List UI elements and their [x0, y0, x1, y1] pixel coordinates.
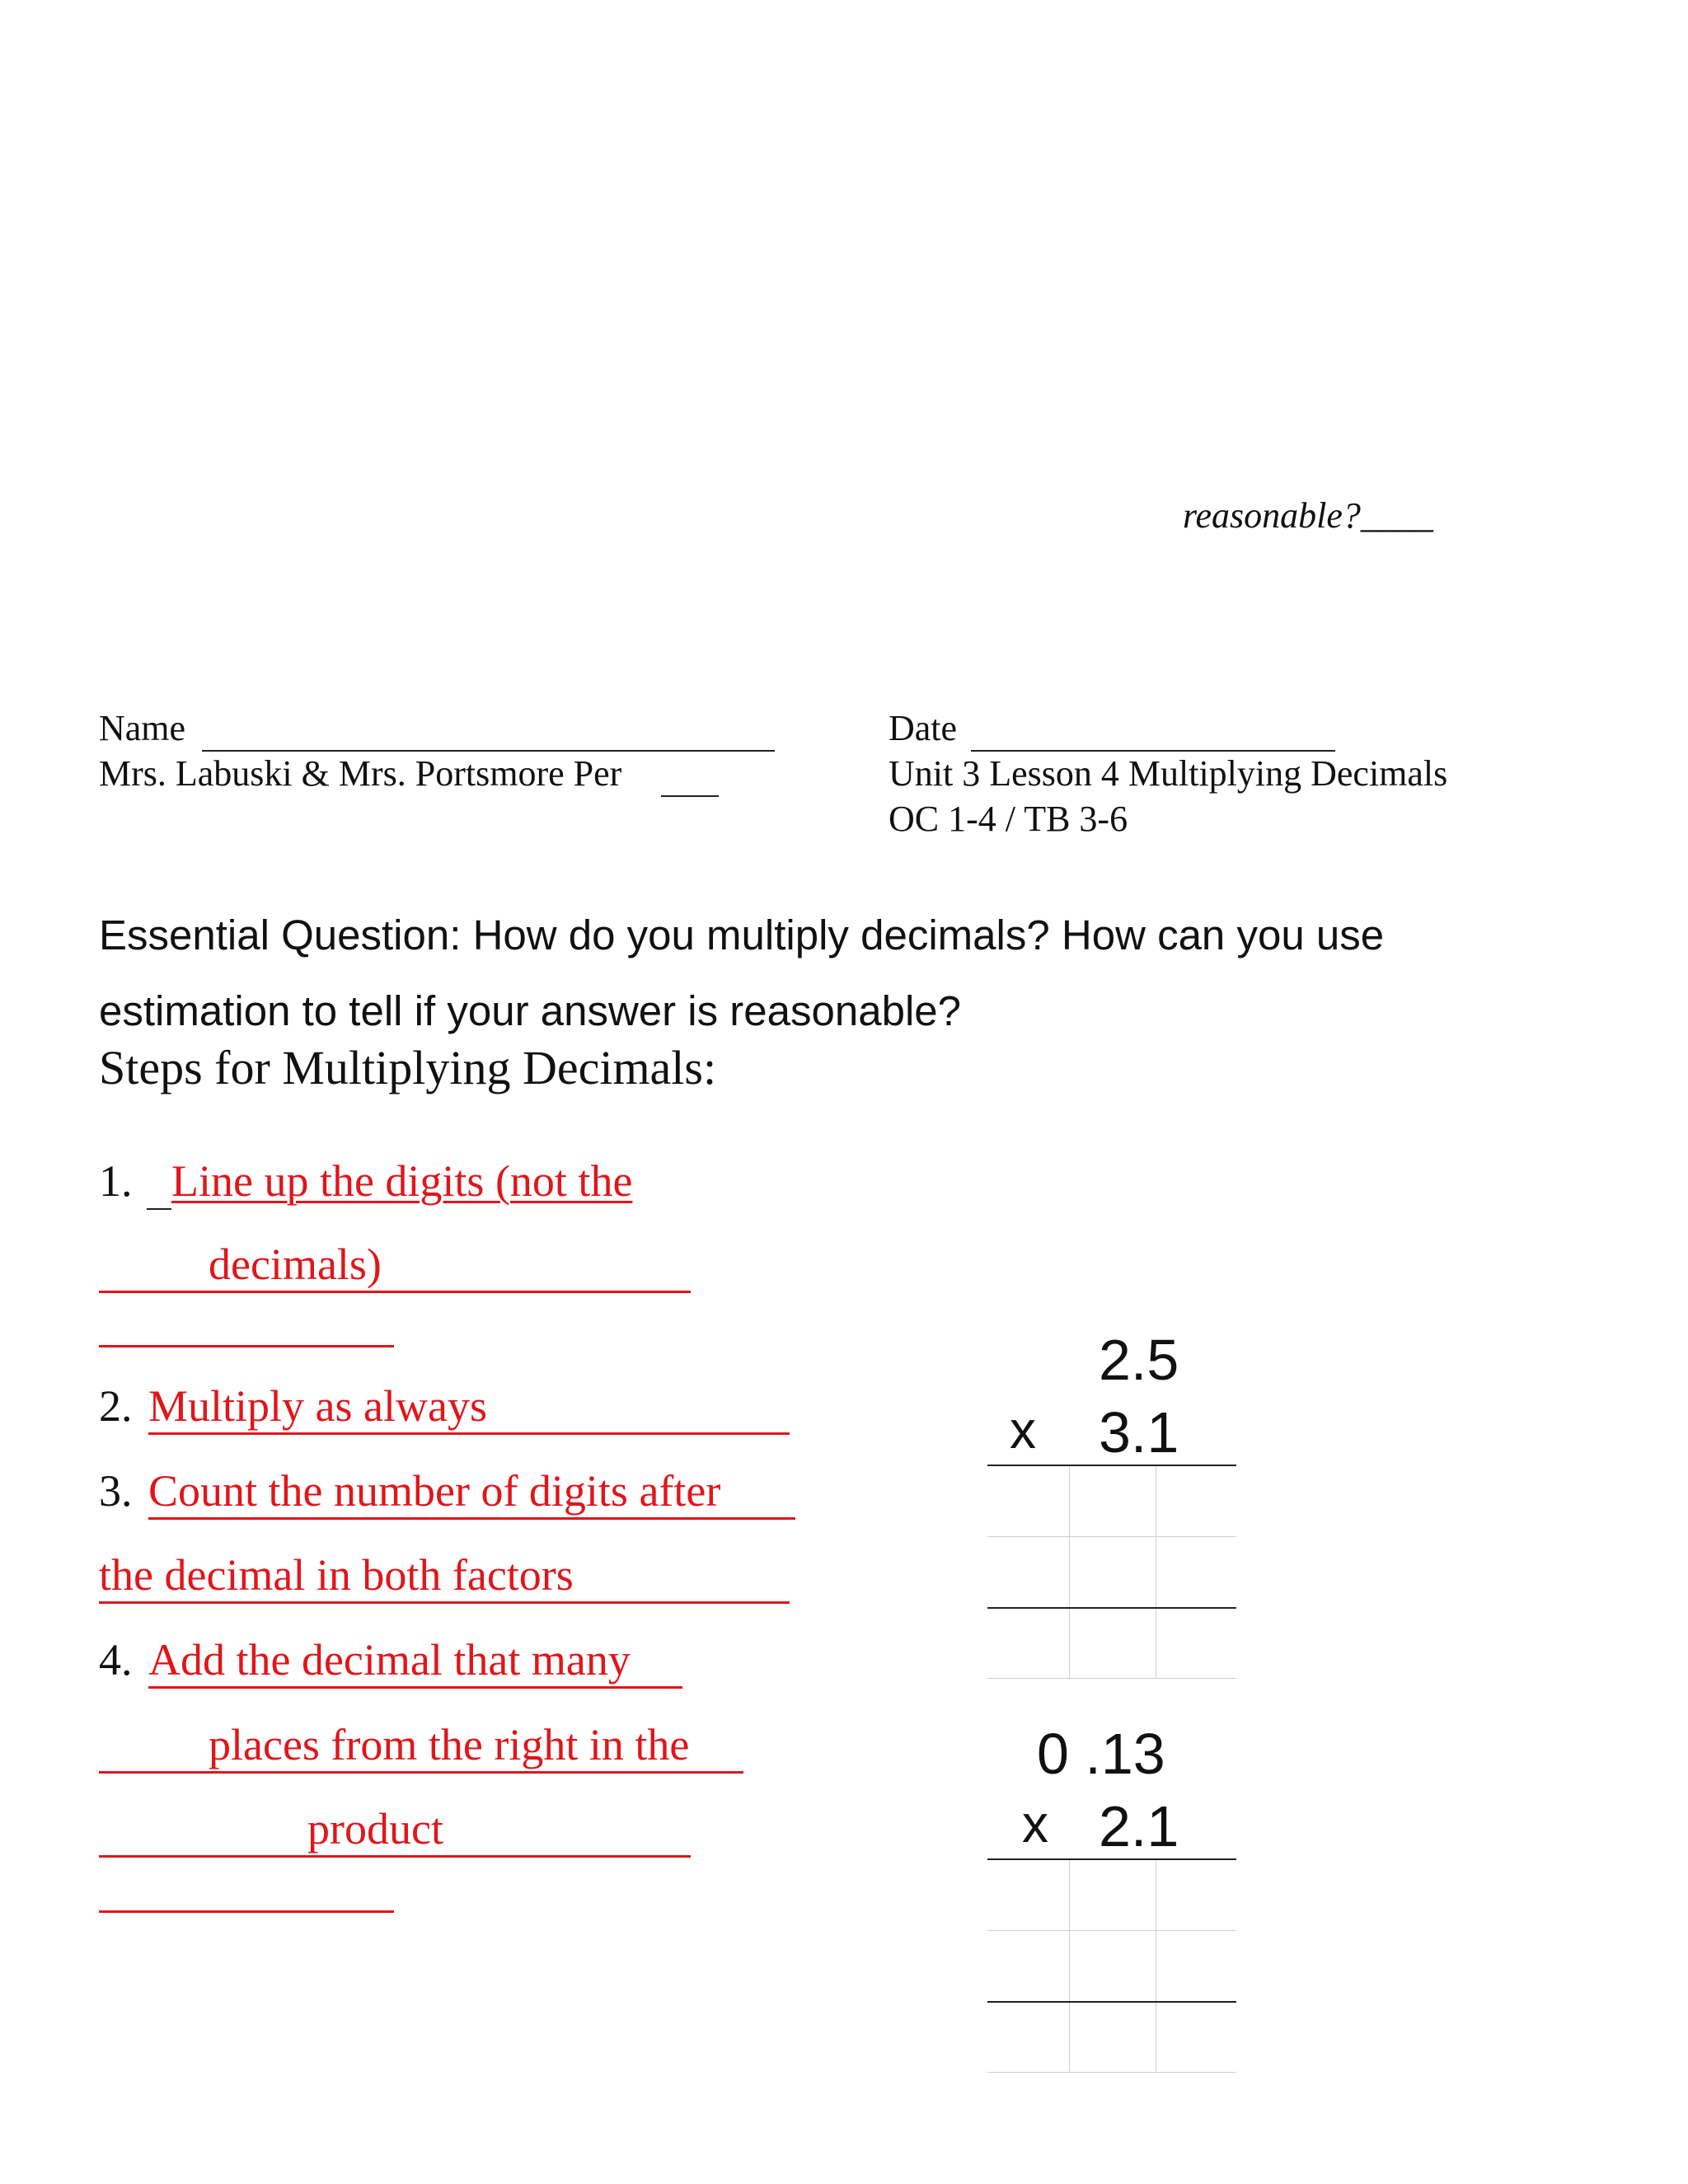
- period-blank-line[interactable]: [661, 795, 719, 797]
- step-4-answer-line-1[interactable]: [148, 1686, 682, 1689]
- lesson-code: OC 1-4 / TB 3-6: [889, 799, 1128, 839]
- date-blank-line[interactable]: [971, 750, 1335, 752]
- step-3-number: 3.: [99, 1466, 133, 1516]
- step-4-text-line-2: places from the right in the: [209, 1720, 690, 1769]
- essential-question-line-2: estimation to tell if your answer is reasonable?: [99, 987, 962, 1034]
- problem-1-product-line: [987, 1465, 1236, 1466]
- step-4-text-line-3: product: [307, 1804, 443, 1854]
- step-3-answer-line-2[interactable]: [99, 1601, 790, 1604]
- problem-2-bottom-factor: 2.1: [1099, 1794, 1179, 1858]
- step-4-answer-line-3[interactable]: [99, 1855, 691, 1858]
- problem-2-top-factor: 0 .13: [1037, 1722, 1165, 1786]
- teachers-period: Mrs. Labuski & Mrs. Portsmore Per: [99, 753, 622, 794]
- name-blank-line[interactable]: [202, 750, 775, 752]
- step-1-answer-line-3[interactable]: [99, 1345, 394, 1347]
- top-note: reasonable?____: [1183, 495, 1433, 536]
- step-1-text-line-1: Line up the digits (not the: [171, 1156, 633, 1206]
- problem-2-product-line: [987, 1858, 1236, 1860]
- step-3-text-line-2: the decimal in both factors: [99, 1550, 574, 1600]
- step-1-text-line-2: decimals): [209, 1240, 382, 1289]
- step-4-number: 4.: [99, 1635, 133, 1685]
- problem-1-bottom-factor: 3.1: [1099, 1400, 1179, 1465]
- problem-1-operator: x: [1010, 1400, 1036, 1460]
- problem-2-operator: x: [1022, 1794, 1048, 1854]
- name-label: Name: [99, 708, 186, 748]
- step-3-text-line-1: Count the number of digits after: [148, 1466, 721, 1516]
- lesson-title: Unit 3 Lesson 4 Multiplying Decimals: [889, 753, 1448, 794]
- step-4-text-line-1: Add the decimal that many: [148, 1635, 631, 1685]
- step-2-number: 2.: [99, 1381, 133, 1431]
- step-2-text: Multiply as always: [148, 1381, 487, 1431]
- essential-question-line-1: Essential Question: How do you multiply decimals? How can you use: [99, 912, 1385, 958]
- step-4-answer-line-2[interactable]: [99, 1771, 743, 1774]
- step-4-answer-line-4[interactable]: [99, 1910, 394, 1913]
- step-3-answer-line-1[interactable]: [148, 1517, 795, 1520]
- step-2-answer-line[interactable]: [148, 1432, 790, 1435]
- steps-title: Steps for Multiplying Decimals:: [99, 1041, 717, 1094]
- step-1-number: 1.: [99, 1156, 133, 1206]
- step-1-answer-line-2[interactable]: [99, 1291, 691, 1293]
- problem-1-top-factor: 2.5: [1099, 1328, 1179, 1392]
- date-label: Date: [889, 708, 958, 748]
- step-1-lead-line: [147, 1208, 171, 1210]
